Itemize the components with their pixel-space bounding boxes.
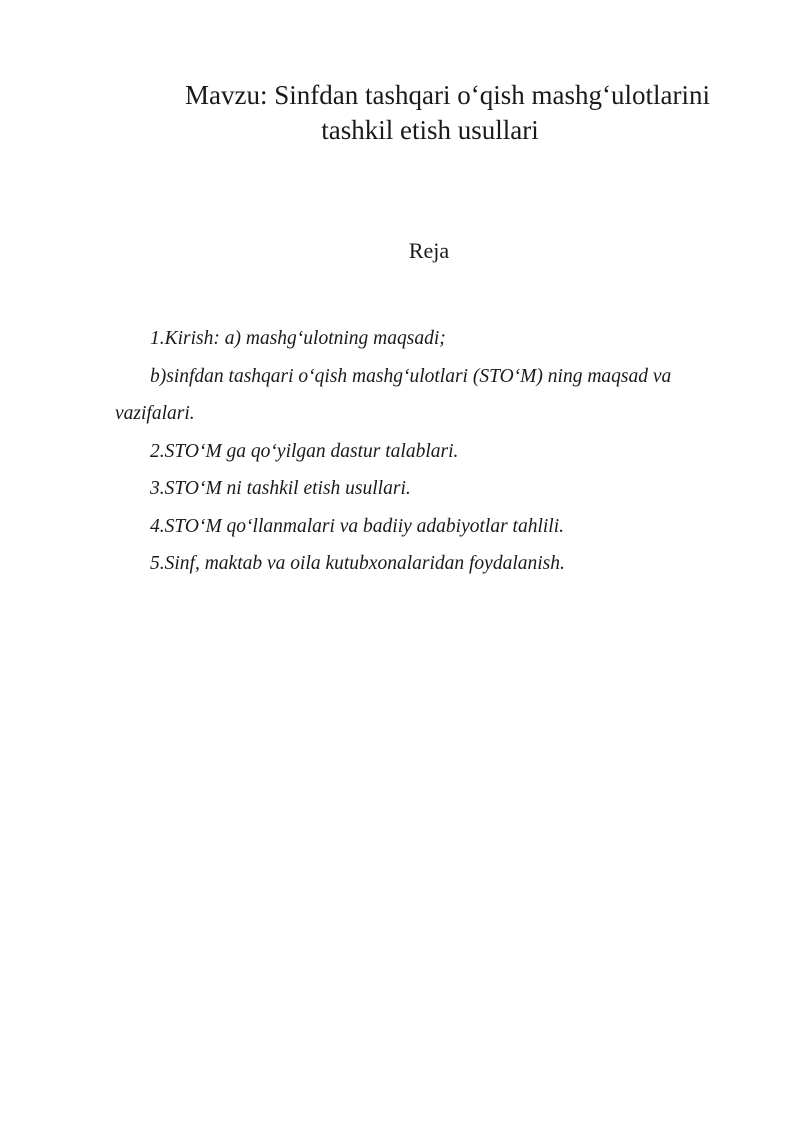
plan-item: b)sinfdan tashqari o‘qish mashg‘ulotlari (STO‘M) ning maqsad va vazifalari. [115,365,672,424]
plan-item: 2.STO‘M ga qo‘yilgan dastur talablari. [150,440,459,462]
title-line-2: tashkil etish usullari [321,115,539,145]
plan-item: 4.STO‘M qo‘llanmalari va badiiy adabiyotlar tahlili. [150,515,565,537]
plan-heading: Reja [408,238,450,263]
plan-item: 1.Kirish: a) mashg‘ulotning maqsadi; [150,328,446,349]
plan-list [115,320,735,583]
plan-item: 5.Sinf, maktab va oila kutubxonalaridan foydalanish. [150,553,565,574]
plan-item: 3.STO‘M ni tashkil etish usullari. [150,478,411,499]
document-title [60,78,800,148]
title-line-1: Mavzu: Sinfdan tashqari o‘qish mashg‘ulotlarini [185,80,710,110]
